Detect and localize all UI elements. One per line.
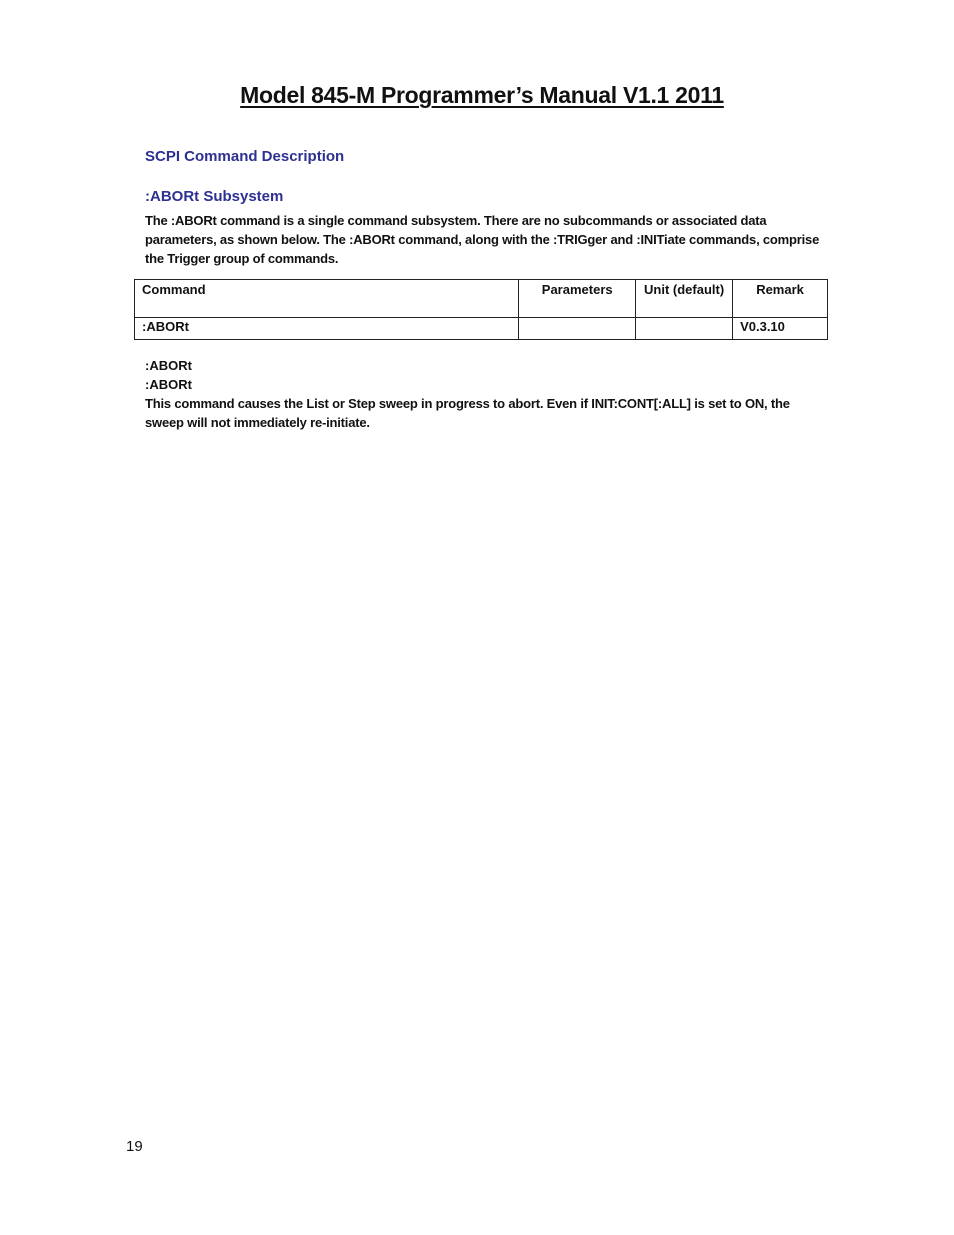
cell-parameters (519, 318, 636, 340)
table-header-row (135, 280, 828, 318)
header-unit: Unit (default) (636, 280, 733, 318)
header-remark: Remark (733, 280, 828, 318)
command-table (134, 279, 828, 340)
table-row (135, 318, 828, 340)
manual-title: Model 845-M Programmer’s Manual V1.1 2011 (240, 82, 724, 108)
cell-command: :ABORt (135, 318, 519, 340)
subsystem-intro: The :ABORt command is a single command subsystem. There are no subcommands or associated data parameters, as shown below. The :ABORt command, along with the :TRIGger and :INITiate commands, comprise the Trigger group of commands. (145, 213, 820, 266)
section-heading: SCPI Command Description (145, 148, 345, 165)
command-query: :ABORt (145, 377, 192, 392)
page-title (0, 80, 954, 110)
page-number: 19 (126, 1138, 143, 1155)
command-syntax: :ABORt (145, 358, 192, 373)
cell-unit (636, 318, 733, 340)
header-parameters: Parameters (519, 280, 636, 318)
command-description: This command causes the List or Step sweep in progress to abort. Even if INIT:CONT[:ALL] is set to ON, the sweep will not immediately re-initiate. (145, 396, 790, 430)
cell-remark: V0.3.10 (733, 318, 828, 340)
subsystem-heading: :ABORt Subsystem (145, 188, 284, 205)
header-command: Command (135, 280, 519, 318)
